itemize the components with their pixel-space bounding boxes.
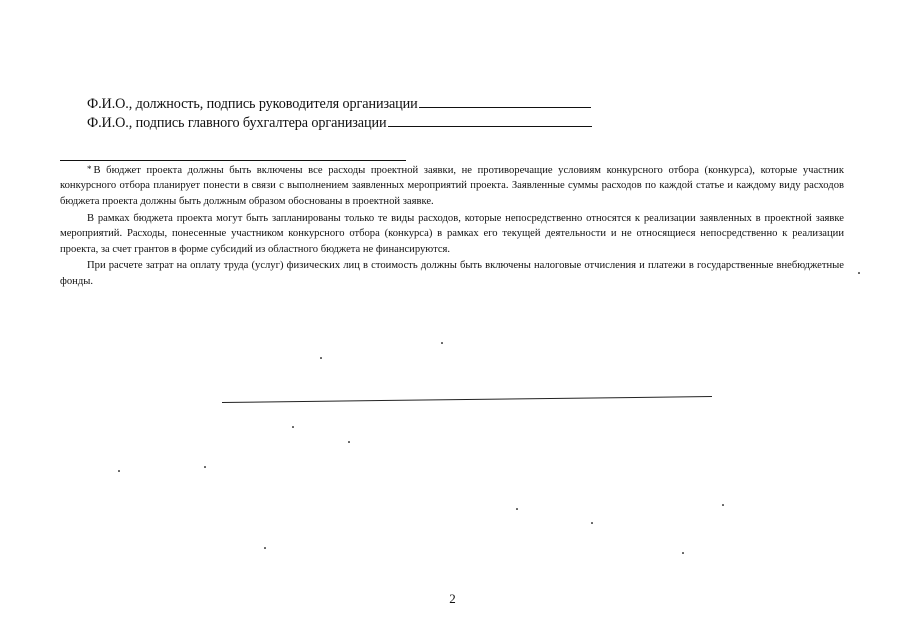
footnote-text-3: При расчете затрат на оплату труда (услуг) физических лиц в стоимость должны быть включены налоговые отчисления и платежи в государственные внебюджетные фонды. (60, 260, 844, 287)
scan-artifact-line (222, 396, 712, 403)
footnotes (60, 162, 844, 291)
scan-speck (348, 441, 350, 443)
head-signature-blank (419, 94, 591, 108)
scan-speck (858, 272, 860, 274)
footnote-paragraph (60, 162, 844, 209)
scan-speck (292, 426, 294, 428)
scan-speck (320, 357, 322, 359)
scan-speck (204, 466, 206, 468)
scan-speck (591, 522, 593, 524)
footnote-paragraph (60, 211, 844, 257)
footnote-marker: * (87, 164, 92, 174)
head-signature-label: Ф.И.О., должность, подпись руководителя организации (87, 96, 418, 112)
scan-speck (118, 470, 120, 472)
head-signature-line (87, 94, 591, 113)
scan-speck (441, 342, 443, 344)
scan-speck (516, 508, 518, 510)
footnote-separator (60, 160, 406, 161)
footnote-paragraph (60, 258, 844, 289)
accountant-signature-line (87, 113, 592, 132)
accountant-signature-label: Ф.И.О., подпись главного бухгалтера организации (87, 115, 387, 131)
accountant-signature-blank (388, 113, 592, 127)
footnote-text-2: В рамках бюджета проекта могут быть запланированы только те виды расходов, которые непосредственно относятся к реализации заявленных в проектной заявке мероприятий. Расходы, понесенные участником конкурсного отбора (конкурса) в рамках его текущей деятельности и не относящиеся непосредственно к реализации проекта, за счет грантов в форме субсидий из областного бюджета не финансируются. (60, 212, 844, 255)
scan-speck (264, 547, 266, 549)
scan-speck (682, 552, 684, 554)
scan-speck (722, 504, 724, 506)
page-number (0, 591, 905, 607)
footnote-text-1: В бюджет проекта должны быть включены все расходы проектной заявки, не противоречащие условиям конкурсного отбора (конкурса), которые участник конкурсного отбора планирует понести в связи с выполнением заявленных мероприятий проекта. Заявленные суммы расходов по каждой статье и каждому виду расходов бюджета проекта должны быть должным образом обоснованы в проектной заявке. (60, 165, 844, 207)
page-number-text: 2 (449, 591, 456, 606)
